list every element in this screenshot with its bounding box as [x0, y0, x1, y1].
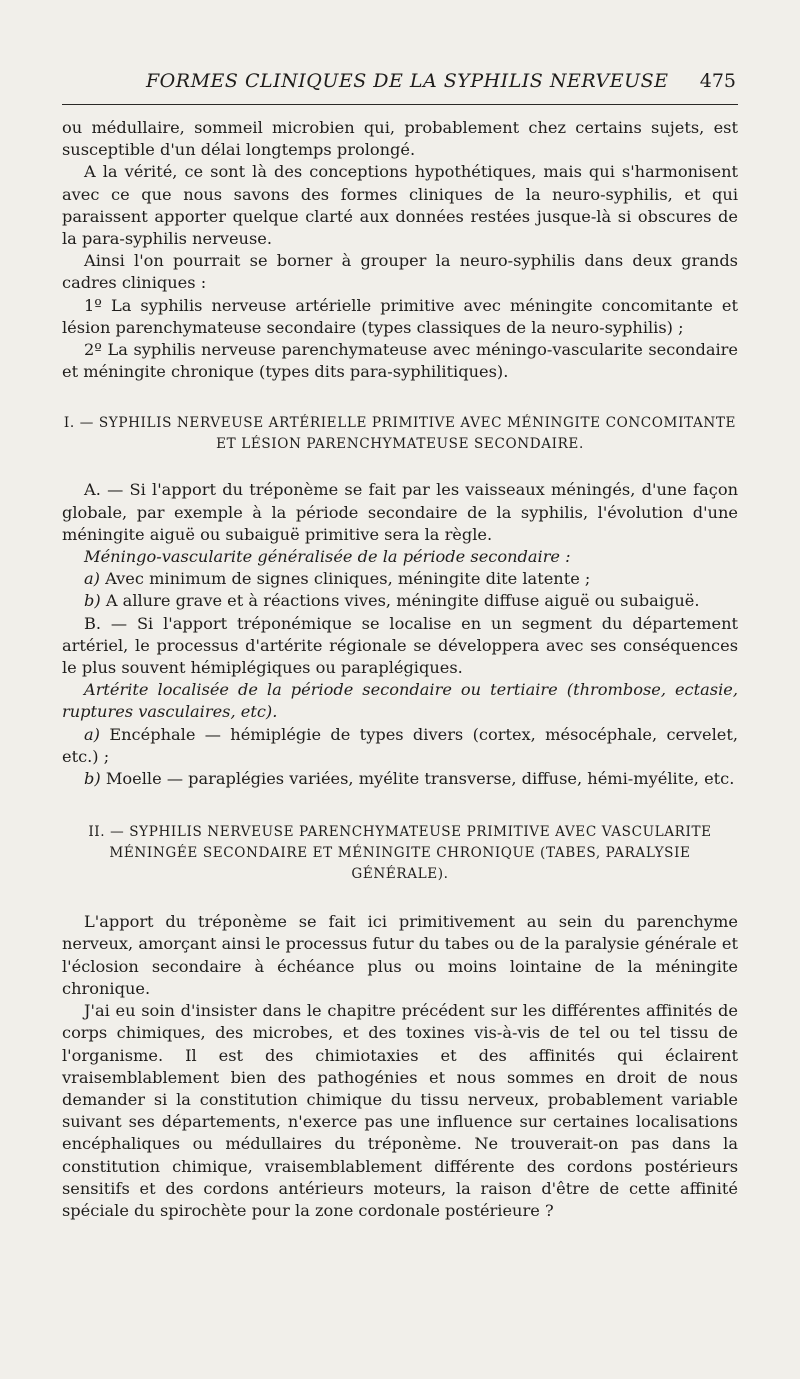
paragraph: J'ai eu soin d'insister dans le chapitre précédent sur les différentes affinités de corps chimiques, des microbes, et des toxines vis-à-vis de tel ou tel tissu de l'organisme. Il est des chimiotaxies et des affinités qui éclairent vraisemblablement bien des pathogénies et nous sommes en droit de nous demander si la constitution chimique du tissu nerveux, probablement variable suivant ses départements, n'exerce pas une influence sur certaines localisations encéphaliques ou médullaires du tréponème. Ne trouverait-on pas dans la constitution chimique, vraisemblablement différente des cordons postérieurs sensitifs et des cordons antérieurs moteurs, la raison d'être de cette affinité spéciale du spirochète pour la zone cordonale postérieure ?	[62, 1001, 738, 1220]
section-heading-1	[62, 413, 738, 455]
list-item-2: 2º La syphilis nerveuse parenchymateuse avec méningo-vascularite secondaire et méningite chronique (types dits para-syphilitiques).	[62, 340, 738, 382]
item-text: Moelle — paraplégies variées, myélite transverse, diffuse, hémi-myélite, etc.	[100, 769, 735, 789]
paragraph: L'apport du tréponème se fait ici primitivement au sein du parenchyme nerveux, amorçant ainsi le processus futur du tabes ou de la paralysie générale et l'éclosion secondaire à échéance plus ou moins lointaine de la méningite chronique.	[62, 912, 738, 998]
list-item-1: 1º La syphilis nerveuse artérielle primitive avec méningite concomitante et lésion parenchymateuse secondaire (types classiques de la neuro-syphilis) ;	[62, 295, 738, 337]
item-label: a)	[84, 724, 100, 744]
item-label: b)	[84, 591, 101, 611]
running-header	[62, 70, 738, 98]
paragraph: A la vérité, ce sont là des conceptions hypothétiques, mais qui s'harmonisent avec ce que nous savons des formes cliniques de la neuro-syphilis, et qui paraissent apporter quelque clarté aux données restées jusque-là si obscures de la para-syphilis nerveuse.	[62, 162, 738, 249]
section-heading-1-line-2: ET LÉSION PARENCHYMATEUSE SECONDAIRE.	[216, 436, 584, 453]
section-heading-2-line-2: MÉNINGÉE SECONDAIRE ET MÉNINGITE CHRONIQUE (TABES, PARALYSIE GÉNÉRALE).	[109, 845, 691, 883]
section-heading-2	[62, 822, 738, 885]
list-item-a	[62, 568, 738, 590]
section-heading-2-line-1: II. — SYPHILIS NERVEUSE PARENCHYMATEUSE PRIMITIVE AVEC VASCULARITE	[88, 824, 712, 841]
paragraph: A. — Si l'apport du tréponème se fait par les vaisseaux méningés, d'une façon globale, par exemple à la période secondaire de la syphilis, l'évolution d'une méningite aiguë ou subaiguë primitive sera la règle.	[62, 480, 738, 544]
list-item-b	[62, 590, 738, 612]
item-text: Encéphale — hémiplégie de types divers (cortex, mésocéphale, cervelet, etc.) ;	[62, 724, 738, 766]
paragraph-continuation: ou médullaire, sommeil microbien qui, probablement chez certains sujets, est susceptible d'un délai longtemps prolongé.	[62, 118, 738, 160]
paragraph: B. — Si l'apport tréponémique se localise en un segment du département artériel, le processus d'artérite régionale se développera avec ses conséquences le plus souvent hémiplégiques ou paraplégiques.	[62, 613, 738, 678]
header-rule	[62, 104, 738, 105]
item-label: b)	[84, 769, 101, 789]
item-label: a)	[84, 569, 100, 589]
item-text: Avec minimum de signes cliniques, méningite dite latente ;	[99, 569, 591, 589]
running-title: FORMES CLINIQUES DE LA SYPHILIS NERVEUSE	[146, 70, 669, 92]
list-item-b	[62, 768, 738, 790]
list-item-a	[62, 724, 738, 768]
italic-subheading: Méningo-vascularite généralisée de la période secondaire :	[84, 547, 571, 567]
section-heading-1-line-1: I. — SYPHILIS NERVEUSE ARTÉRIELLE PRIMITIVE AVEC MÉNINGITE CONCOMITANTE	[63, 415, 737, 432]
page-number: 475	[699, 70, 736, 92]
item-text: A allure grave et à réactions vives, méningite diffuse aiguë ou subaiguë.	[100, 591, 700, 611]
paragraph: Ainsi l'on pourrait se borner à grouper la neuro-syphilis dans deux grands cadres cliniques :	[62, 251, 738, 293]
italic-subheading: Artérite localisée de la période secondaire ou tertiaire (thrombose, ectasie, ruptures vasculaires, etc).	[62, 680, 738, 722]
book-page	[62, 70, 738, 1222]
